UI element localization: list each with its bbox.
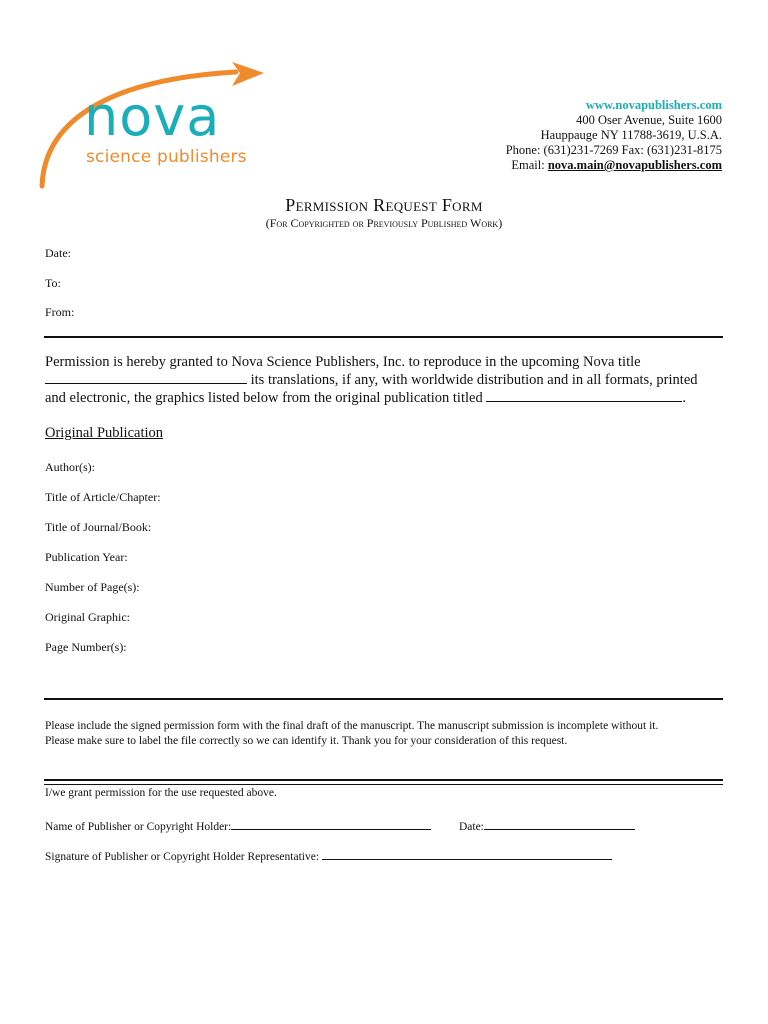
divider-top [44,336,723,338]
submission-note [45,719,735,749]
to-field-label: To: [45,276,61,290]
section-title-original-publication: Original Publication [45,425,163,441]
logo-wordmark: nova [84,85,221,148]
publication-year-field-label: Publication Year: [45,550,128,564]
paragraph-line-1: Permission is hereby granted to Nova Science Publishers, Inc. to reproduce in the upcoming Nova title [45,354,641,370]
paragraph-line-2: its translations, if any, with worldwide distribution and in all formats, printed [247,372,698,388]
grant-statement: I/we grant permission for the use requested above. [45,787,277,799]
note-line-2: Please make sure to label the file correctly so we can identify it. Thank you for your consideration of this request. [45,735,568,747]
divider-double-bottom [44,784,723,785]
address-line-1: 400 Oser Avenue, Suite 1600 [576,113,722,127]
email-line [506,158,722,173]
signature-row [45,847,612,863]
divider-middle [44,698,723,700]
email-link[interactable]: nova.main@novapublishers.com [547,158,722,172]
form-title: Permission Request Form [285,195,483,215]
page-numbers-field-label: Page Number(s): [45,640,127,654]
publisher-name-row [45,817,635,833]
authors-field-label: Author(s): [45,460,95,474]
signature-blank[interactable] [322,847,612,860]
publisher-name-label: Name of Publisher or Copyright Holder: [45,821,232,833]
article-title-field-label: Title of Article/Chapter: [45,490,161,504]
address-line-2: Hauppauge NY 11788-3619, U.S.A. [540,128,722,142]
phone-fax: Phone: (631)231-7269 Fax: (631)231-8175 [505,143,722,157]
website-link[interactable]: www.novapublishers.com [585,98,722,112]
note-line-1: Please include the signed permission form with the final draft of the manuscript. The manuscript submission is incomplete without it. [45,720,659,732]
signature-label: Signature of Publisher or Copyright Holder Representative: [45,851,322,863]
logo-tagline: science publishers [86,147,247,167]
upcoming-title-blank[interactable] [45,371,247,384]
journal-title-field-label: Title of Journal/Book: [45,520,152,534]
page-count-field-label: Number of Page(s): [45,580,140,594]
nova-logo [36,58,276,193]
grant-date-label: Date: [458,821,484,833]
publisher-name-blank[interactable] [231,817,431,830]
email-label: Email: [511,158,548,172]
paragraph-line-3: and electronic, the graphics listed below from the original publication titled [45,390,487,406]
original-publication-blank[interactable] [486,389,682,402]
original-graphic-field-label: Original Graphic: [45,610,130,624]
permission-paragraph [45,353,725,407]
date-field-label: Date: [45,246,71,260]
divider-double-top [44,779,723,781]
from-field-label: From: [45,305,75,319]
paragraph-end: . [682,390,686,406]
grant-date-blank[interactable] [484,817,635,830]
contact-block [506,98,722,173]
form-subtitle: (For Copyrighted or Previously Published Work) [265,216,503,230]
